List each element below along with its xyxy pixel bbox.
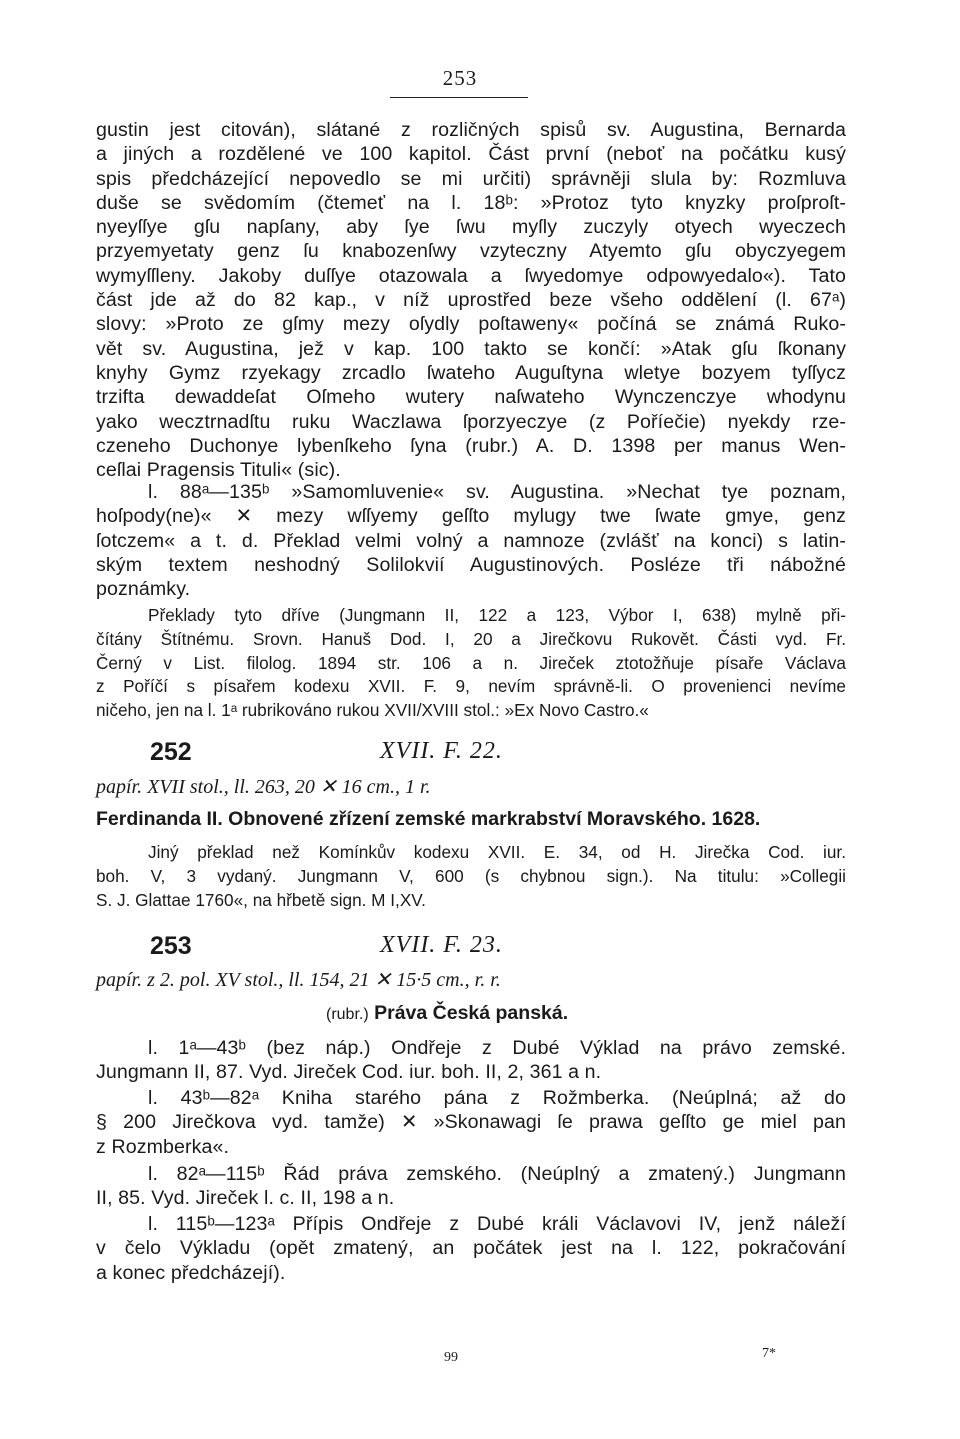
text-line: l. 43ᵇ—82ᵃ Kniha starého pána z Rožmberka. (Neúplná; až do [148, 1087, 846, 1109]
page-number: 253 [442, 66, 478, 90]
text-line: l. 1ᵃ—43ᵇ (bez náp.) Ondřeje z Dubé Výklad na právo zemské. [148, 1037, 846, 1059]
header-rule [390, 97, 528, 98]
record-physical-description: papír. XVII stol., ll. 263, 20 ✕ 16 cm., 1 r. [96, 776, 431, 798]
rubric-prefix: (rubr.) [326, 1006, 369, 1023]
record-item [96, 1036, 846, 1085]
note-paragraph [96, 604, 846, 723]
text-line: Jungmann II, 87. Vyd. Jireček Cod. iur. boh. II, 2, 361 a n. [96, 1061, 602, 1084]
text-line: duše se svědomím (čtemeť na l. 18ᵇ: »Protoz tyto knyzky proſproſt- [96, 191, 846, 214]
text-line: S. J. Glattae 1760«, na hřbetě sign. M I,XV. [96, 889, 426, 910]
text-line: Překlady tyto dříve (Jungmann II, 122 a 123, Výbor I, 638) mylně při- [148, 605, 846, 625]
text-line: czeneho Duchonye lybenſkeho ſyna (rubr.) A. D. 1398 per manus Wen- [96, 434, 846, 457]
text-line: část jde až do 82 kap., v níž uprostřed beze všeho oddělení (l. 67ᵃ) [96, 289, 846, 312]
text-line: slovy: »Proto ze gſmy mezy oſydly poſtaweny« počíná se známá Ruko- [96, 313, 846, 336]
text-line: ničeho, jen na l. 1ᵃ rubrikováno rukou XVII/XVIII stol.: »Ex Novo Castro.« [96, 700, 649, 721]
text-line: čítány Štítnému. Srovn. Hanuš Dod. I, 20 a Jirečkovu Rukovět. Části vyd. Fr. [96, 628, 846, 649]
text-line: yako wecztrnadſtu ruku Waczlawa ſporzyeczye (z Poříečie) nyekdy rze- [96, 410, 846, 433]
intro-paragraph [96, 118, 846, 482]
text-line: § 200 Jirečkova vyd. tamže) ✕ »Skonawagi ſe prawa geſſto ge miel pan [96, 1111, 846, 1134]
text-line: nyeyſſye gſu napſany, aby ſye ſwu myſly zuczyly otyech wyeczech [96, 216, 846, 239]
text-line: wymyſſleny. Jakoby duſſye otazowala a ſwyedomye odpowyedalo«). Tato [96, 264, 846, 287]
text-line: poznámky. [96, 578, 191, 601]
text-line: a konec předcházejí). [96, 1261, 286, 1284]
record-title: Ferdinanda II. Obnovené zřízení zemské markrabství Moravského. 1628. [96, 808, 761, 830]
samomluvenie-paragraph [96, 480, 846, 601]
text-line: ským textem neshodný Solilokvií Augustinových. Posléze tři nábožné [96, 553, 846, 576]
text-line: z Rozmberka«. [96, 1135, 230, 1158]
text-line: l. 82ᵃ—115ᵇ Řád práva zemského. (Neúplný a zmatený.) Jungmann [148, 1163, 846, 1185]
text-line: l. 115ᵇ—123ᵃ Přípis Ondřeje z Dubé králi Václavovi IV, jenž náleží [148, 1213, 846, 1235]
record-signature: XVII. F. 23. [380, 932, 503, 958]
record-number: 252 [150, 738, 192, 766]
text-line: przyemyetaty genz ſu knabozenſwy vzyteczny Atyemto gſu obyczyegem [96, 240, 846, 263]
text-line: gustin jest citován), slátané z rozličných spisů sv. Augustina, Bernarda [96, 119, 846, 141]
text-line: II, 85. Vyd. Jireček l. c. II, 198 a n. [96, 1187, 395, 1210]
text-line: v čelo Výkladu (opět zmatený, an počátek jest na l. 122, pokračování [96, 1237, 846, 1260]
text-line: Černý v List. filolog. 1894 str. 106 a n. Jireček ztotožňuje písaře Václava [96, 652, 846, 673]
text-line: l. 88ᵃ—135ᵇ »Samomluvenie« sv. Augustina. »Nechat tye poznam, [148, 481, 846, 503]
record-title-text: Práva Česká panská. [374, 1002, 569, 1024]
text-line: z Poříčí s písařem kodexu XVII. F. 9, nevím správně-li. O provenienci nevíme [96, 676, 846, 697]
record-note [96, 841, 846, 912]
record-title [326, 1002, 568, 1025]
text-line: hoſpody(ne)« ✕ mezy wſſyemy geſſto mylugy twe ſwate gmye, genz [96, 505, 846, 528]
record-item [96, 1162, 846, 1211]
text-line: boh. V, 3 vydaný. Jungmann V, 600 (s chybnou sign.). Na titulu: »Collegii [96, 865, 846, 886]
text-line: vět sv. Augustina, jež v kap. 100 takto se končí: »Atak gſu ſkonany [96, 337, 846, 360]
text-line: Jiný překlad než Komínkův kodexu XVII. E. 34, od H. Jirečka Cod. iur. [148, 842, 846, 862]
text-line: spis předcházející nepovedlo se mi určiti) správněji slula by: Rozmluva [96, 167, 846, 190]
sheet-mark: 7* [762, 1346, 776, 1361]
signature-mark: 99 [444, 1350, 458, 1365]
record-number: 253 [150, 932, 192, 960]
record-item [96, 1086, 846, 1159]
record-item [96, 1212, 846, 1285]
text-line: ſotczem« a t. d. Překlad velmi volný a namnoze (zvlášť na konci) s latin- [96, 529, 846, 552]
text-line: ceſlai Pragensis Tituli« (sic). [96, 459, 341, 482]
text-line: trzifta dewaddeſat Oſmeho wutery naſwateho Wynczenczye whodynu [96, 386, 846, 409]
record-physical-description: papír. z 2. pol. XV stol., ll. 154, 21 ✕ 15·5 cm., r. r. [96, 969, 501, 991]
record-signature: XVII. F. 22. [380, 738, 503, 764]
text-line: a jiných a rozdělené ve 100 kapitol. Část první (neboť na počátku kusý [96, 143, 846, 166]
text-line: knyhy Gymz rzyekagy zrcadlo ſwateho Auguſtyna wletye bozyem tyſſycz [96, 361, 846, 384]
